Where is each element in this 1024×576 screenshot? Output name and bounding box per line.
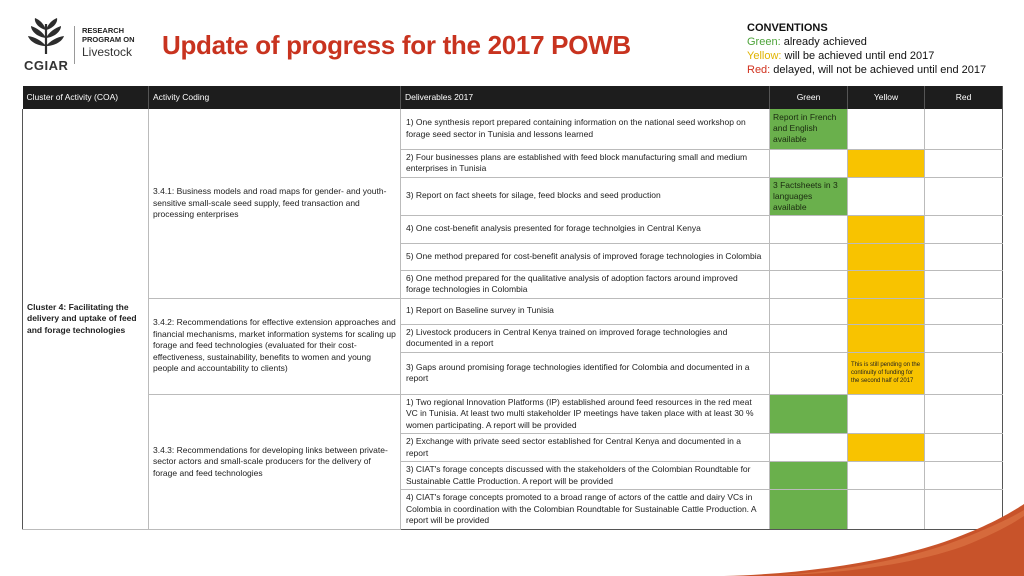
page-title: Update of progress for the 2017 POWB [162, 30, 631, 60]
yellow-status-cell [848, 215, 925, 243]
conventions-legend [747, 21, 986, 77]
deliverable-cell: 4) One cost-benefit analysis presented for forage technolgies in Central Kenya [401, 215, 770, 243]
green-status-cell [770, 394, 848, 434]
green-status-cell [770, 434, 848, 462]
deliverable-cell: 2) Four businesses plans are established with feed block manufacturing small and medium enterprises in Tunisia [401, 149, 770, 177]
header-red: Red [925, 86, 1003, 109]
header-activity-coding: Activity Coding [149, 86, 401, 109]
program-line-2: PROGRAM ON [82, 35, 135, 44]
deliverable-cell: 2) Livestock producers in Central Kenya trained on improved forage technologies and documented in a report [401, 324, 770, 352]
red-status-cell [925, 324, 1003, 352]
green-status-cell: 3 Factsheets in 3 languages available [770, 177, 848, 215]
deliverable-cell: 2) Exchange with private seed sector established for Central Kenya and documented in a report [401, 434, 770, 462]
activity-coding-cell: 3.4.1: Business models and road maps for gender- and youth-sensitive small-scale seed supply, feed transaction and processing enterprises [149, 109, 401, 298]
deliverable-cell: 3) CIAT's forage concepts discussed with the stakeholders of the Colombian Roundtable for Sustainable Cattle Production. A report will be provided [401, 462, 770, 490]
green-status-cell [770, 270, 848, 298]
yellow-status-cell [848, 109, 925, 149]
header-coa: Cluster of Activity (COA) [23, 86, 149, 109]
deliverable-cell: 4) CIAT's forage concepts promoted to a broad range of actors of the cattle and dairy VCs in Colombia in coordination with the Colombian Roundtable for Sustainable Cattle Production. A report will be provided [401, 490, 770, 530]
yellow-status-cell [848, 462, 925, 490]
legend-red-text: delayed, will not be achieved until end 2017 [770, 64, 987, 76]
green-status-cell [770, 149, 848, 177]
green-status-cell [770, 298, 848, 324]
table-row [23, 109, 1003, 149]
legend-yellow-label: Yellow: [747, 50, 782, 62]
coa-cell: Cluster 4: Facilitating the delivery and uptake of feed and forage technologies [23, 109, 149, 530]
deliverable-cell: 6) One method prepared for the qualitative analysis of adoption factors around improved forage technologies in Colombia [401, 270, 770, 298]
deliverable-cell: 1) Two regional Innovation Platforms (IP) established around feed resources in the red meat VC in Tunisia. At least two multi stakeholder IP meetings have taken place with at least 30 % women participating. A report will be provided [401, 394, 770, 434]
green-status-cell [770, 352, 848, 394]
legend-yellow [747, 49, 986, 63]
yellow-status-cell [848, 394, 925, 434]
yellow-status-cell [848, 149, 925, 177]
green-status-cell: Report in French and English available [770, 109, 848, 149]
activity-coding-cell: 3.4.2: Recommendations for effective extension approaches and financial mechanisms, market information systems for scaling up forage and feed technologies (evaluated for their cost-effectiveness, sustainability, benefits to women and young people and accountability to clients) [149, 298, 401, 394]
yellow-status-cell: This is still pending on the continuity of funding for the second half of 2017 [848, 352, 925, 394]
legend-red [747, 63, 986, 77]
deliverable-cell: 3) Gaps around promising forage technologies identified for Colombia and documented in a report [401, 352, 770, 394]
red-status-cell [925, 394, 1003, 434]
deliverable-cell: 1) Report on Baseline survey in Tunisia [401, 298, 770, 324]
cgiar-livestock-logo [22, 14, 147, 74]
yellow-status-cell [848, 243, 925, 270]
header-yellow: Yellow [848, 86, 925, 109]
table-row [23, 394, 1003, 434]
deliverable-cell: 5) One method prepared for cost-benefit analysis of improved forage technologies in Colombia [401, 243, 770, 270]
legend-green [747, 35, 986, 49]
green-status-cell [770, 462, 848, 490]
deliverable-cell: 3) Report on fact sheets for silage, feed blocks and seed production [401, 177, 770, 215]
program-label [82, 26, 135, 44]
cgiar-wordmark: CGIAR [24, 58, 69, 73]
red-status-cell [925, 298, 1003, 324]
progress-table [22, 86, 1003, 530]
red-status-cell [925, 215, 1003, 243]
program-line-1: RESEARCH [82, 26, 125, 35]
green-status-cell [770, 324, 848, 352]
yellow-status-cell [848, 177, 925, 215]
yellow-status-cell [848, 270, 925, 298]
activity-coding-cell: 3.4.3: Recommendations for developing links between private-sector actors and small-scale producers for the delivery of forage and feed technologies [149, 394, 401, 530]
legend-green-label: Green: [747, 36, 781, 48]
red-status-cell [925, 352, 1003, 394]
red-status-cell [925, 149, 1003, 177]
conventions-heading: CONVENTIONS [747, 22, 828, 34]
legend-yellow-text: will be achieved until end 2017 [781, 50, 935, 62]
table-header-row [23, 86, 1003, 109]
header-deliverables: Deliverables 2017 [401, 86, 770, 109]
header-green: Green [770, 86, 848, 109]
table-row [23, 298, 1003, 324]
legend-red-label: Red: [747, 64, 771, 76]
cgiar-wheat-logo-icon [26, 16, 66, 56]
red-status-cell [925, 177, 1003, 215]
deliverable-cell: 1) One synthesis report prepared containing information on the national seed workshop on forage seed sector in Tunisia and lessons learned [401, 109, 770, 149]
yellow-status-cell [848, 298, 925, 324]
red-status-cell [925, 109, 1003, 149]
green-status-cell [770, 243, 848, 270]
yellow-status-cell [848, 324, 925, 352]
red-status-cell [925, 434, 1003, 462]
green-status-cell [770, 215, 848, 243]
decorative-wave [724, 496, 1024, 576]
red-status-cell [925, 270, 1003, 298]
program-name: Livestock [82, 45, 133, 59]
logo-divider [74, 26, 75, 64]
red-status-cell [925, 243, 1003, 270]
red-status-cell [925, 462, 1003, 490]
legend-green-text: already achieved [780, 36, 867, 48]
yellow-status-cell [848, 434, 925, 462]
